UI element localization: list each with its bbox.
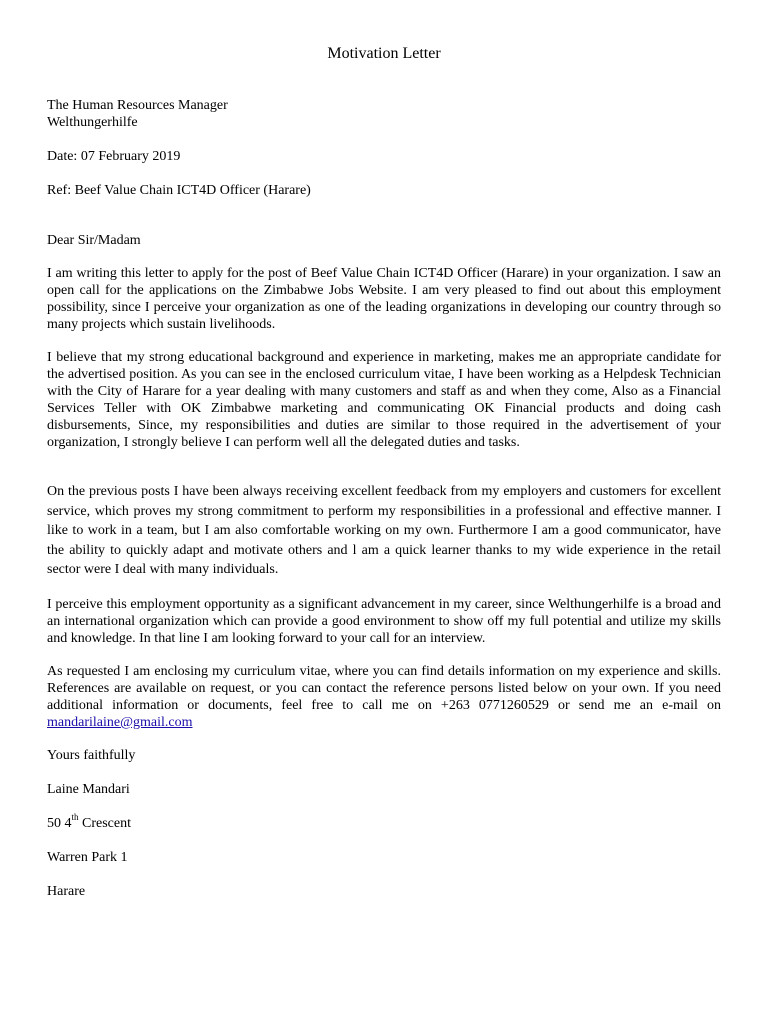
address-street (47, 812, 131, 832)
address-suburb: Warren Park 1 (47, 850, 128, 865)
paragraph-intro: I am writing this letter to apply for the post of Beef Value Chain ICT4D Officer (Harare) in your organization. I saw an open call for the applications on the Zimbabwe Jobs Website. I am very pleased to find out about this employment possibility, since I perceive your organization as one of the leading organizations in developing our country through so many projects which sustain livelihoods. (47, 266, 721, 332)
address-city: Harare (47, 884, 86, 899)
recipient-organization: Welthungerhilfe (47, 115, 138, 130)
address-number: 50 4 (47, 816, 72, 831)
paragraph-feedback: On the previous posts I have been always receiving excellent feedback from my employers and customers for excellent service, which proves my strong commitment to perform my responsibilities in a professional and effective manner. I like to work in a team, but I am also comfortable working on my own. Furthermore I am a good communicator, have the ability to quickly adapt and motivate others and l am a quick learner thanks to my wide experience in the retail sector were I deal with many individuals. (47, 484, 721, 577)
paragraph-background: I believe that my strong educational background and experience in marketing, makes me an appropriate candidate for the advertised position. As you can see in the enclosed curriculum vitae, I have been working as a Helpdesk Technician with the City of Harare for a year dealing with many customers and staff as and when they come, Also as a Financial Services Teller with OK Zimbabwe marketing and communicating OK Financial products and doing cash disbursements, Since, my responsibilities and duties are similar to those required in the advertisement of your organization, I strongly believe I can perform well all the delegated duties and tasks. (47, 350, 721, 450)
enclosure-text: As requested I am enclosing my curriculum vitae, where you can find details information on my experience and skills. References are available on request, or you can contact the reference persons listed below on your own. If you need additional information or documents, feel free to call me on +263 0771260529 or send me an e-mail on (47, 664, 721, 713)
email-link[interactable]: mandarilaine@gmail.com (47, 715, 193, 730)
letter-date: Date: 07 February 2019 (47, 149, 181, 164)
reference-line: Ref: Beef Value Chain ICT4D Officer (Harare) (47, 183, 311, 198)
salutation: Dear Sir/Madam (47, 233, 141, 248)
recipient-title: The Human Resources Manager (47, 98, 228, 113)
paragraph-opportunity: I perceive this employment opportunity as a significant advancement in my career, since Welthungerhilfe is a broad and an international organization which can provide a good environment to show off my full potential and utilize my skills and knowledge. In that line I am looking forward to your call for an interview. (47, 597, 721, 646)
closing: Yours faithfully (47, 748, 136, 763)
address-ordinal: th (71, 812, 79, 823)
signature-name: Laine Mandari (47, 782, 130, 797)
document-title: Motivation Letter (327, 45, 441, 62)
paragraph-enclosure (47, 663, 721, 731)
address-street-name: Crescent (78, 816, 131, 831)
